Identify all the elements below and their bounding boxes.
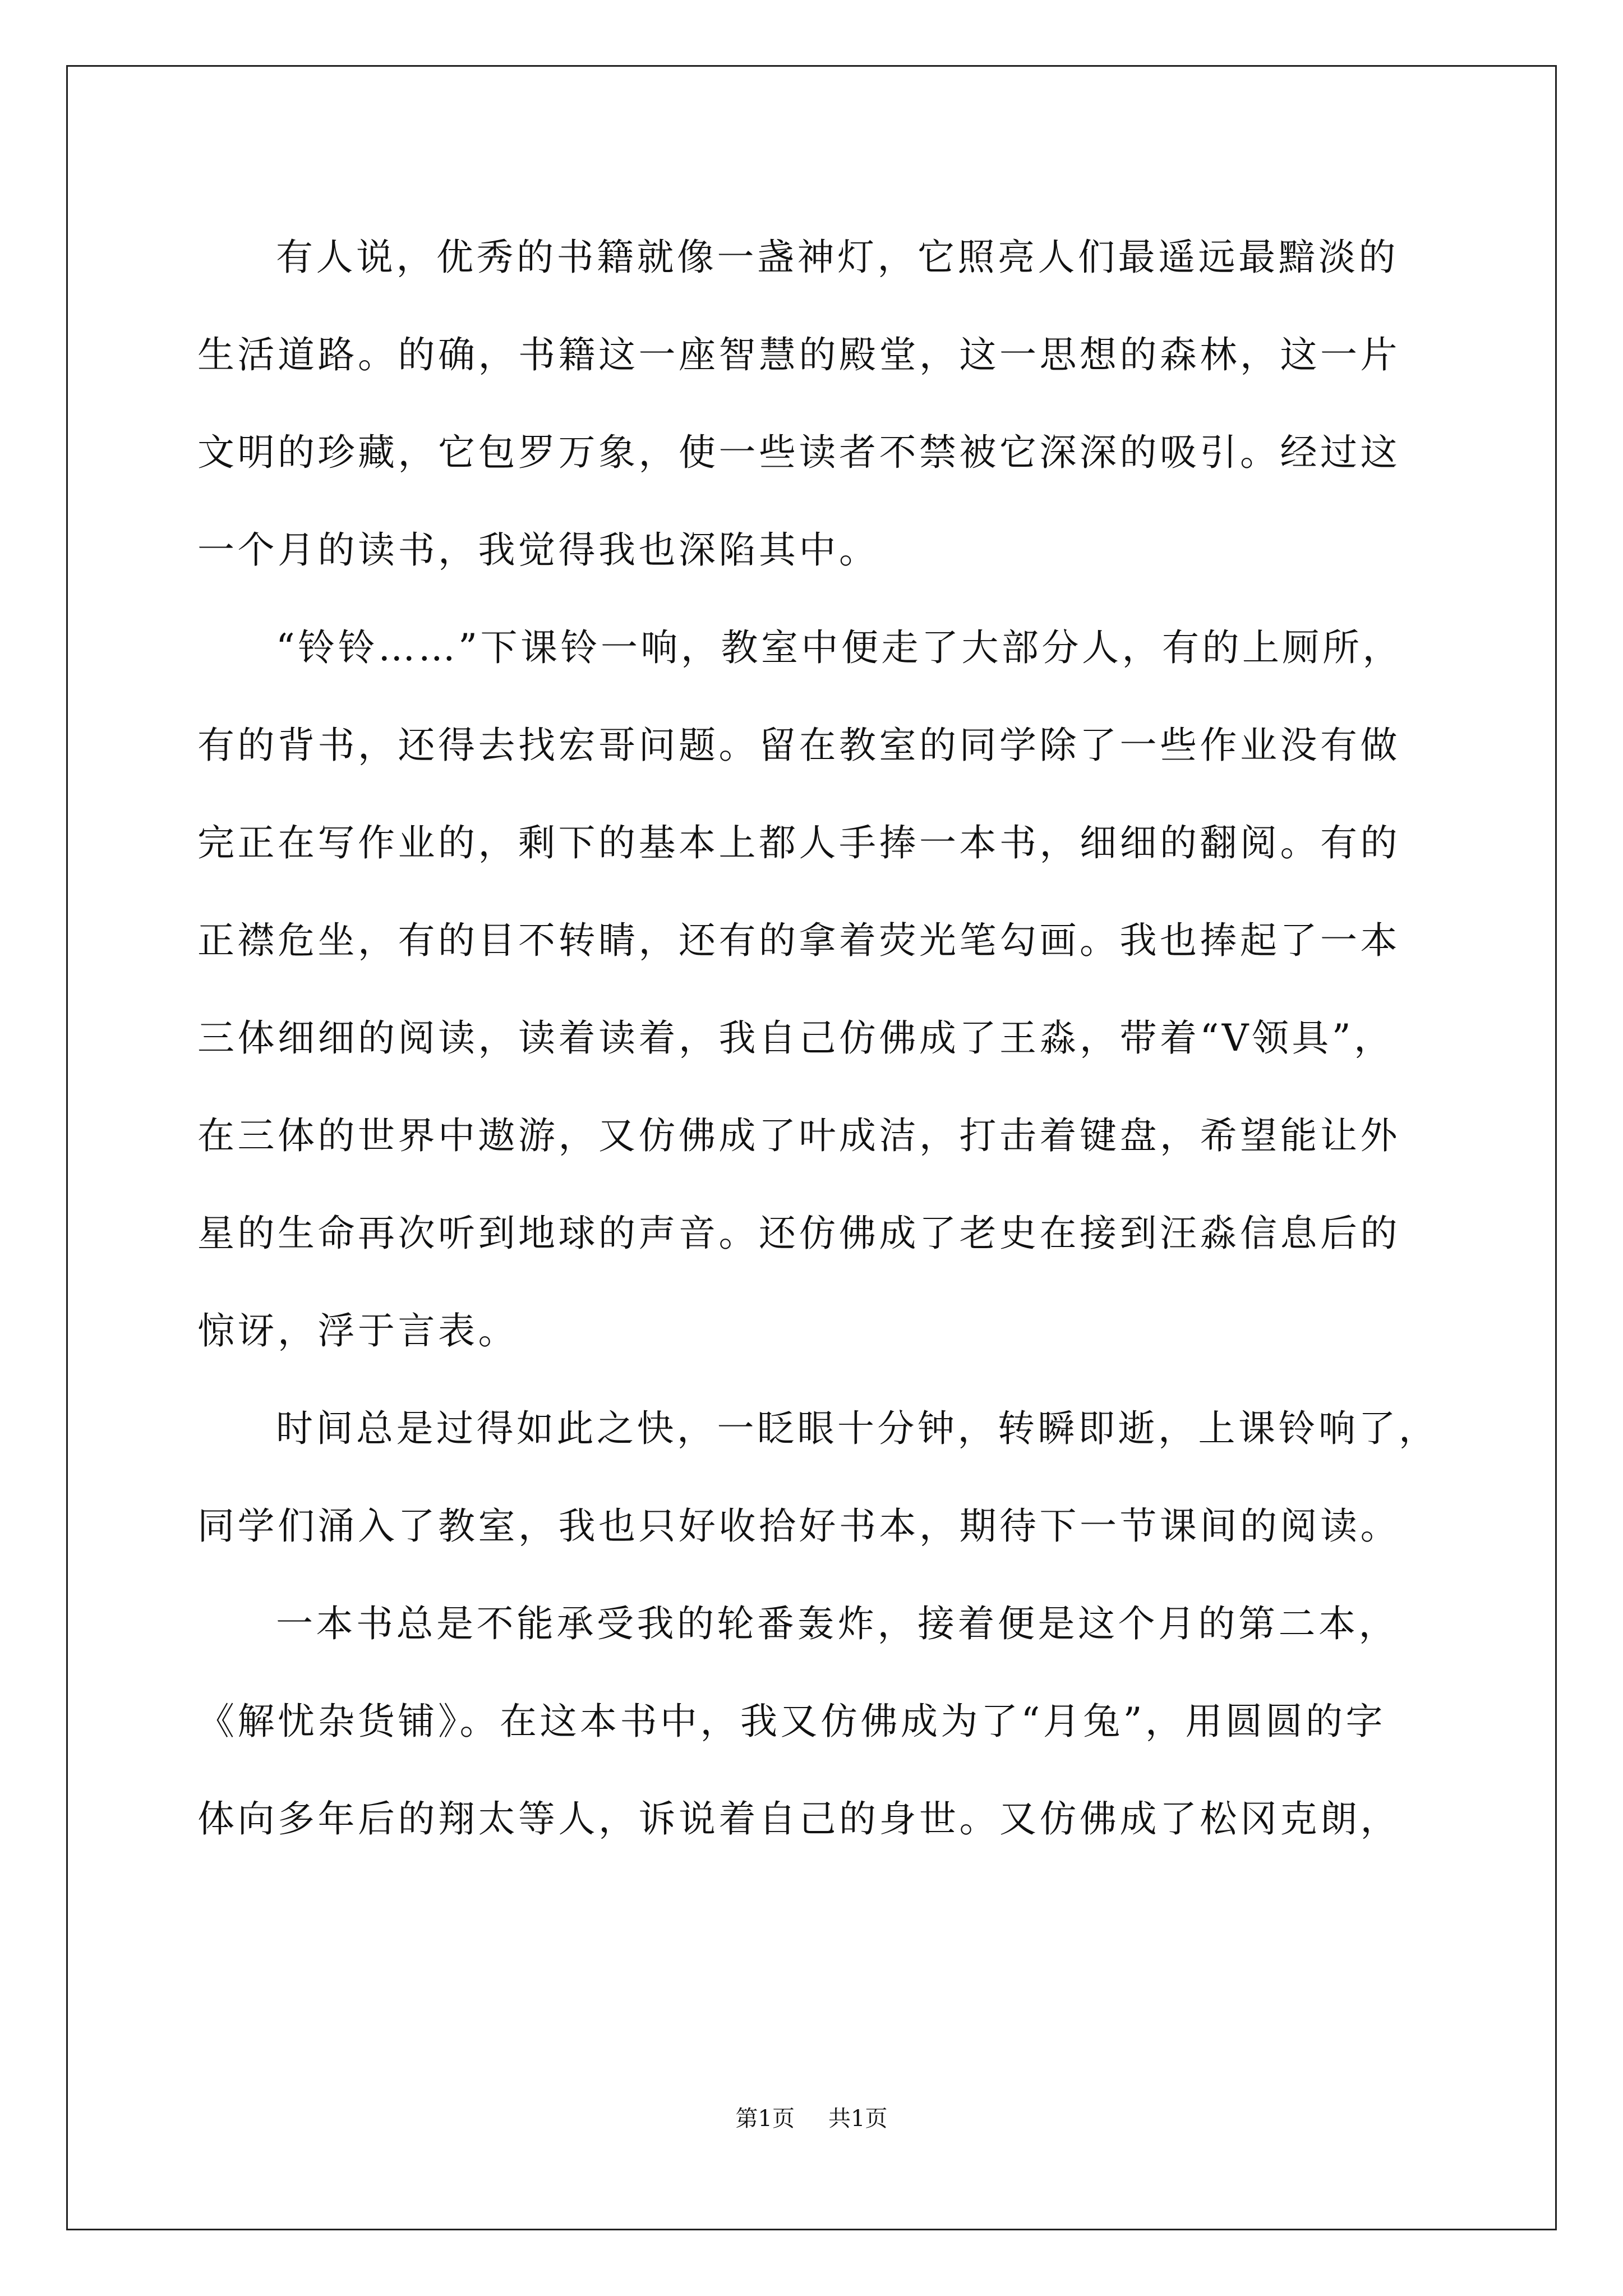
text-line: 惊讶，浮于言表。 [197, 1309, 518, 1352]
text-line: 体向多年后的翔太等人，诉说着自己的身世。又仿佛成了松冈克朗， [197, 1797, 1400, 1841]
text-line: 星的生命再次听到地球的声音。还仿佛成了老史在接到汪淼信息后的 [197, 1212, 1400, 1255]
text-line: 正襟危坐，有的目不转睛，还有的拿着荧光笔勾画。我也捧起了一本 [197, 919, 1400, 962]
text-line: “铃铃……”下课铃一响，教室中便走了大部分人，有的上厕所， [276, 626, 1403, 669]
text-line: 三体细细的阅读，读着读着，我自己仿佛成了王淼，带着“V领具”， [197, 1016, 1394, 1060]
page-footer [0, 2105, 1623, 2133]
text-line: 生活道路。的确，书籍这一座智慧的殿堂，这一思想的森林，这一片 [197, 333, 1400, 376]
text-line: 文明的珍藏，它包罗万象，使一些读者不禁被它深深的吸引。经过这 [197, 431, 1400, 474]
text-line: 有人说，优秀的书籍就像一盏神灯，它照亮人们最遥远最黯淡的 [276, 236, 1399, 279]
document-body [197, 209, 1439, 1868]
text-line: 时间总是过得如此之快，一眨眼十分钟，转瞬即逝，上课铃响了， [276, 1407, 1439, 1450]
text-line: 在三体的世界中遨游，又仿佛成了叶成洁，打击着键盘，希望能让外 [197, 1114, 1400, 1157]
text-line: 一个月的读书，我觉得我也深陷其中。 [197, 528, 879, 572]
text-line: 有的背书，还得去找宏哥问题。留在教室的同学除了一些作业没有做 [197, 724, 1400, 767]
text-line: 完正在写作业的，剩下的基本上都人手捧一本书，细细的翻阅。有的 [197, 821, 1400, 864]
page-number: 第1页 [735, 2106, 795, 2132]
text-line: 同学们涌入了教室，我也只好收拾好书本，期待下一节课间的阅读。 [197, 1504, 1400, 1548]
text-line: 《解忧杂货铺》。在这本书中，我又仿佛成为了“月兔”，用圆圆的字 [197, 1700, 1386, 1743]
page-total: 共1页 [828, 2106, 888, 2132]
text-line: 一本书总是不能承受我的轮番轰炸，接着便是这个月的第二本， [276, 1602, 1399, 1645]
